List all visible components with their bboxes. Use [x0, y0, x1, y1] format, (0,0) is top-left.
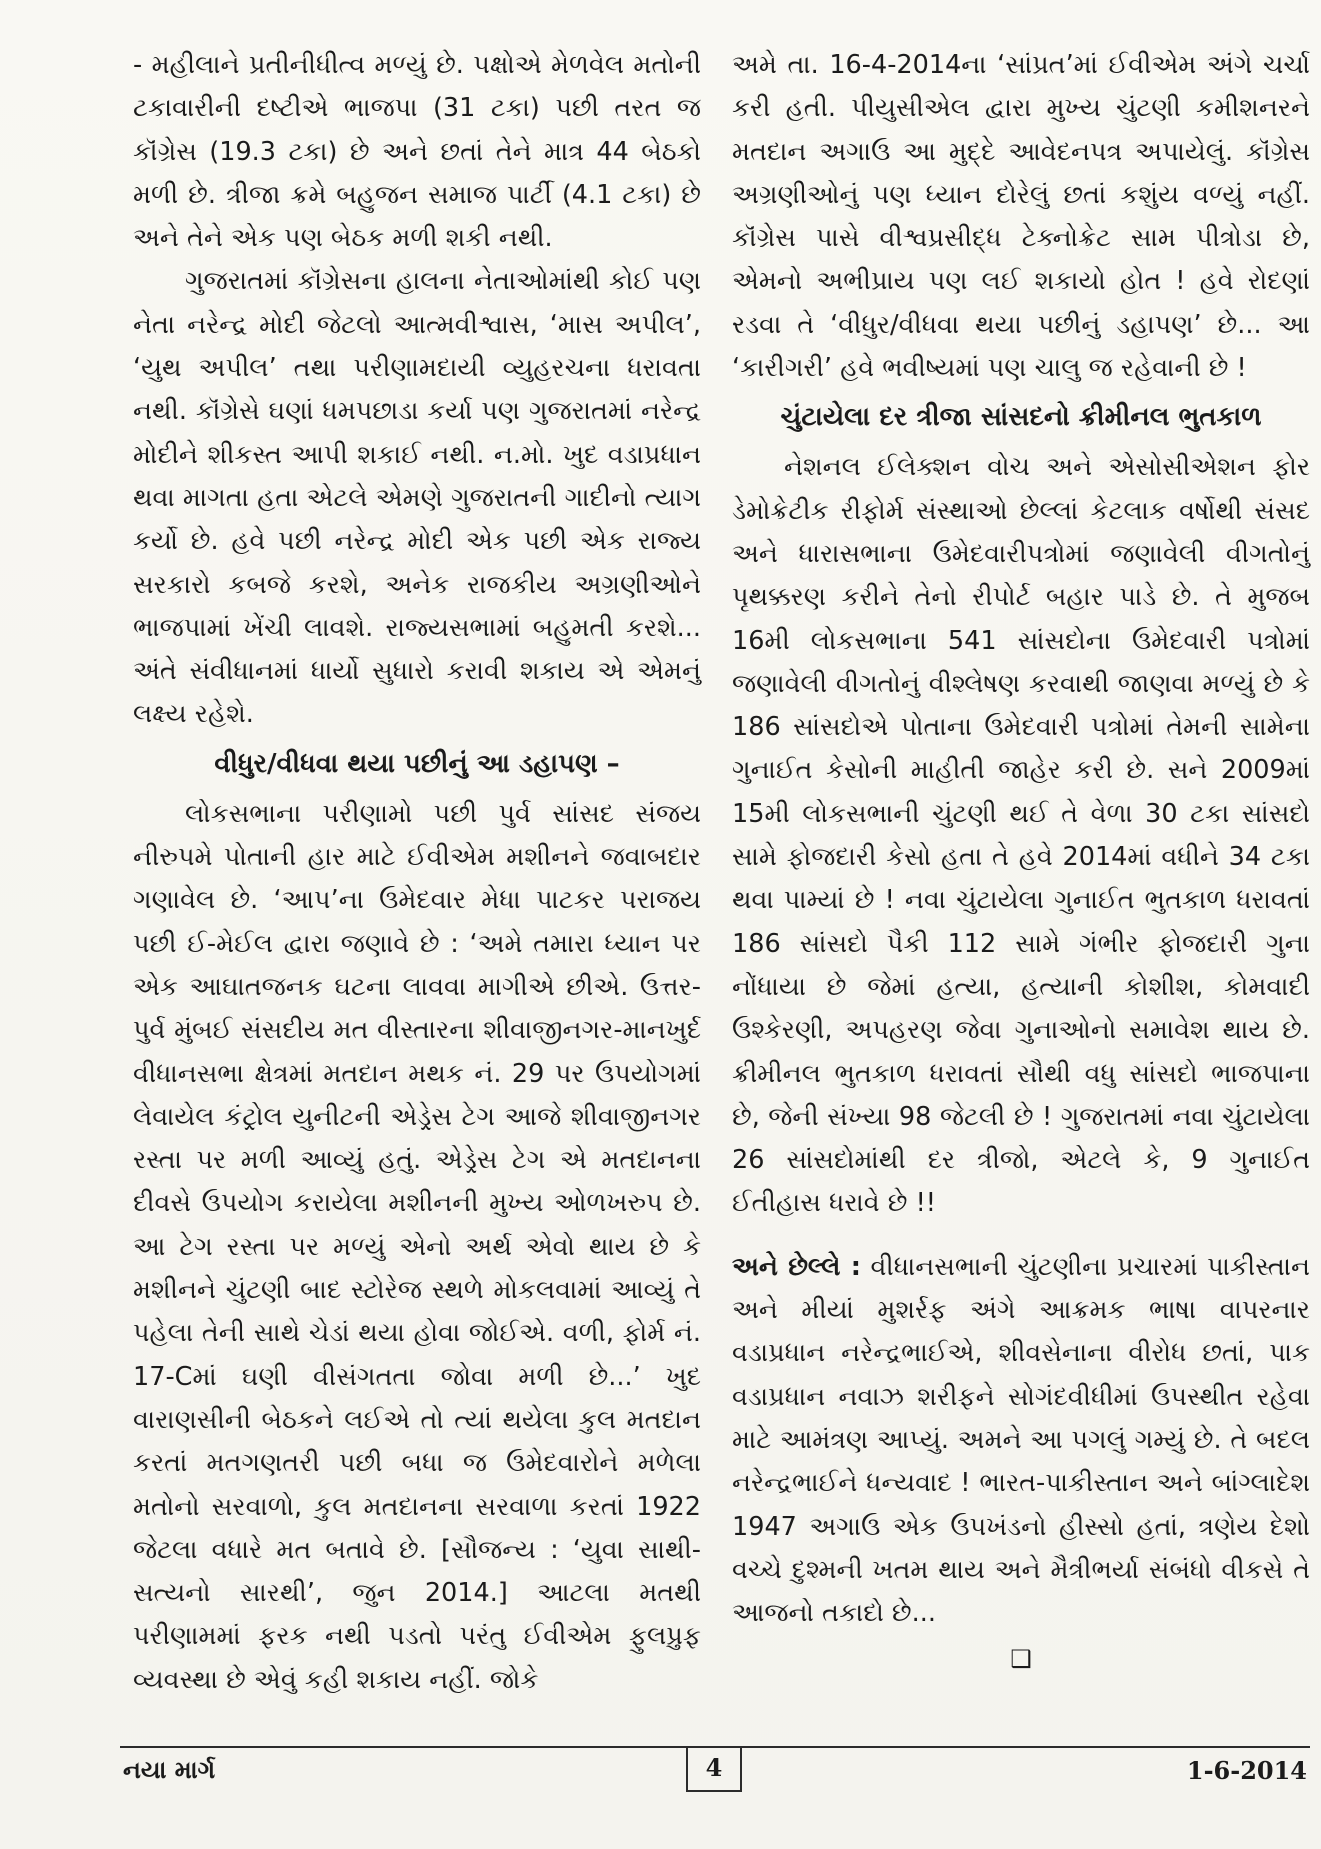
section-heading-evm: વીધુર/વીધવા થયા પછીનું આ ડહાપણ – [214, 748, 620, 779]
right-paragraph-3 [732, 1246, 1310, 1636]
left-column [133, 44, 701, 1702]
left-paragraph-2: ગુજરાતમાં કૉંગ્રેસના હાલના નેતાઓમાંથી કોઈ પણ નેતા નરેન્દ્ર મોદી જેટલો આત્મવીશ્વાસ, ‘માસ અપીલ’, ‘યુથ અપીલ’ તથા પરીણામદાયી વ્યુહરચના ધરાવતા નથી. કૉંગ્રેસે ઘણાં ધમપછાડા કર્યા પણ ગુજરાતમાં નરેન્દ્ર મોદીને શીકસ્ત આપી શકાઈ નથી. ન.મો. ખુદ વડાપ્રધાન થવા માગતા હતા એટલે એમણે ગુજરાતની ગાદીનો ત્યાગ કર્યો છે. હવે પછી નરેન્દ્ર મોદી એક પછી એક રાજ્ય સરકારો કબજે કરશે, અનેક રાજકીય અગ્રણીઓને ભાજપામાં ખેંચી લાવશે. રાજ્યસભામાં બહુમતી કરશે... અંતે સંવીધાનમાં ધાર્યો સુધારો કરાવી શકાય એ એમનું લક્ષ્ય રહેશે. [133, 266, 701, 730]
left-paragraph-1: - મહીલાને પ્રતીનીધીત્વ મળ્યું છે. પક્ષોએ મેળવેલ મતોની ટકાવારીની દષ્ટીએ ભાજપા (31 ટકા) પછી તરત જ કૉંગ્રેસ (19.3 ટકા) છે અને છતાં તેને માત્ર 44 બેઠકો મળી છે. ત્રીજા ક્રમે બહુજન સમાજ પાર્ટી (4.1 ટકા) છે અને તેને એક પણ બેઠક મળી શકી નથી. [133, 50, 701, 254]
issue-date: 1-6-2014 [1186, 1756, 1307, 1785]
end-of-article-mark: ❑ [1010, 1645, 1032, 1674]
section-heading-criminal-mps: ચુંટાયેલા દર ત્રીજા સાંસદનો ક્રીમીનલ ભુતકાળ [780, 402, 1262, 433]
left-paragraph-3: લોકસભાના પરીણામો પછી પુર્વ સાંસદ સંજય નીરુપમે પોતાની હાર માટે ઈવીએમ મશીનને જવાબદાર ગણાવેલ છે. ‘આપ’ના ઉમેદવાર મેધા પાટકર પરાજય પછી ઈ-મેઈલ દ્વારા જણાવે છે : ‘અમે તમારા ધ્યાન પર એક આઘાતજનક ઘટના લાવવા માગીએ છીએ. ઉત્તર-પુર્વ મુંબઈ સંસદીય મત વીસ્તારના શીવાજીનગર-માનખુર્દ વીધાનસભા ક્ષેત્રમાં મતદાન મથક નં. 29 પર ઉપયોગમાં લેવાયેલ કંટ્રોલ યુનીટની એડ્રેસ ટેગ આજે શીવાજીનગર રસ્તા પર મળી આવ્યું હતું. એડ્રેસ ટેગ એ મતદાનના દીવસે ઉપયોગ કરાયેલા મશીનની મુખ્ય ઓળખરુપ છે. આ ટેગ રસ્તા પર મળ્યું એનો અર્થ એવો થાય છે કે મશીનને ચુંટણી બાદ સ્ટોરેજ સ્થળે મોકલવામાં આવ્યું તે પહેલા તેની સાથે ચેડાં થયા હોવા જોઈએ. વળી, ફોર્મ નં. 17-Cમાં ઘણી વીસંગતતા જોવા મળી છે...’ ખુદ વારાણસીની બેઠકને લઈએ તો ત્યાં થયેલા કુલ મતદાન કરતાં મતગણતરી પછી બધા જ ઉમેદવારોને મળેલા મતોનો સરવાળો, કુલ મતદાનના સરવાળા કરતાં 1922 જેટલા વધારે મત બતાવે છે. [સૌજન્ય : ‘યુવા સાથી-સત્યનો સારથી’, જુન 2014.] આટલા મતથી પરીણામમાં ફરક નથી પડતો પરંતુ ઈવીએમ ફુલપ્રુફ વ્યવસ્થા છે એવું કહી શકાય નહીં. જોકે [133, 798, 701, 1695]
right-column [732, 44, 1310, 1677]
right-paragraph-2: નેશનલ ઈલેક્શન વોચ અને એસોસીએશન ફોર ડેમોક્રેટીક રીફોર્મ સંસ્થાઓ છેલ્લાં કેટલાક વર્ષોથી સંસદ અને ધારાસભાના ઉમેદવારીપત્રોમાં જણાવેલી વીગતોનું પૃથક્કરણ કરીને તેનો રીપોર્ટ બહાર પાડે છે. તે મુજબ 16મી લોકસભાના 541 સાંસદોના ઉમેદવારી પત્રોમાં જણાવેલી વીગતોનું વીશ્લેષણ કરવાથી જાણવા મળ્યું છે કે 186 સાંસદોએ પોતાના ઉમેદવારી પત્રોમાં તેમની સામેના ગુનાઈત કેસોની માહીતી જાહેર કરી છે. સને 2009માં 15મી લોકસભાની ચુંટણી થઈ તે વેળા 30 ટકા સાંસદો સામે ફોજદારી કેસો હતા તે હવે 2014માં વધીને 34 ટકા થવા પામ્યાં છે ! નવા ચુંટાયેલા ગુનાઈત ભુતકાળ ધરાવતાં 186 સાંસદો પૈકી 112 સામે ગંભીર ફોજદારી ગુના નોંધાયા છે જેમાં હત્યા, હત્યાની કોશીશ, કોમવાદી ઉશ્કેરણી, અપહરણ જેવા ગુનાઓનો સમાવેશ થાય છે. ક્રીમીનલ ભુતકાળ ધરાવતાં સૌથી વધુ સાંસદો ભાજપાના છે, જેની સંખ્યા 98 જેટલી છે ! ગુજરાતમાં નવા ચુંટાયેલા 26 સાંસદોમાંથી દર ત્રીજો, એટલે કે, 9 ગુનાઈત ઈતીહાસ ધરાવે છે !! [732, 452, 1310, 1219]
closing-text: વીધાનસભાની ચુંટણીના પ્રચારમાં પાકીસ્તાન અને મીયાં મુશર્રફ અંગે આક્રમક ભાષા વાપરનાર વડાપ્રધાન નરેન્દ્રભાઈએ, શીવસેનાના વીરોધ છતાં, પાક વડાપ્રધાન નવાઝ શરીફને સોગંદવીધીમાં ઉપસ્થીત રહેવા માટે આમંત્રણ આપ્યું. અમને આ પગલું ગમ્યું છે. તે બદલ નરેન્દ્રભાઈને ધન્યવાદ ! ભારત-પાકીસ્તાન અને બાંગ્લાદેશ 1947 અગાઉ એક ઉપખંડનો હીસ્સો હતાં, ત્રણેય દેશો વચ્ચે દુશ્મની ખતમ થાય અને મૈત્રીભર્યા સંબંધો વીકસે તે આજનો તકાદો છે... [732, 1251, 1310, 1629]
page-number: 4 [686, 1748, 742, 1792]
closing-lead-label: અને છેલ્લે : [732, 1251, 861, 1282]
publication-name: નયા માર્ગ [123, 1756, 216, 1784]
right-paragraph-1: અમે તા. 16-4-2014ના ‘સાંપ્રત’માં ઈવીએમ અંગે ચર્ચા કરી હતી. પીયુસીએલ દ્વારા મુખ્ય ચુંટણી કમીશનરને મતદાન અગાઉ આ મુદ્દે આવેદનપત્ર અપાયેલું. કૉંગ્રેસ અગ્રણીઓનું પણ ધ્યાન દોરેલું છતાં કશુંય વળ્યું નહીં. કૉંગ્રેસ પાસે વીશ્વપ્રસીદ્ધ ટેક્નોક્રેટ સામ પીત્રોડા છે, એમનો અભીપ્રાય પણ લઈ શકાયો હોત ! હવે રોદણાં રડવા તે ‘વીધુર/વીધવા થયા પછીનું ડહાપણ’ છે... આ ‘કારીગરી’ હવે ભવીષ્યમાં પણ ચાલુ જ રહેવાની છે ! [732, 50, 1310, 384]
